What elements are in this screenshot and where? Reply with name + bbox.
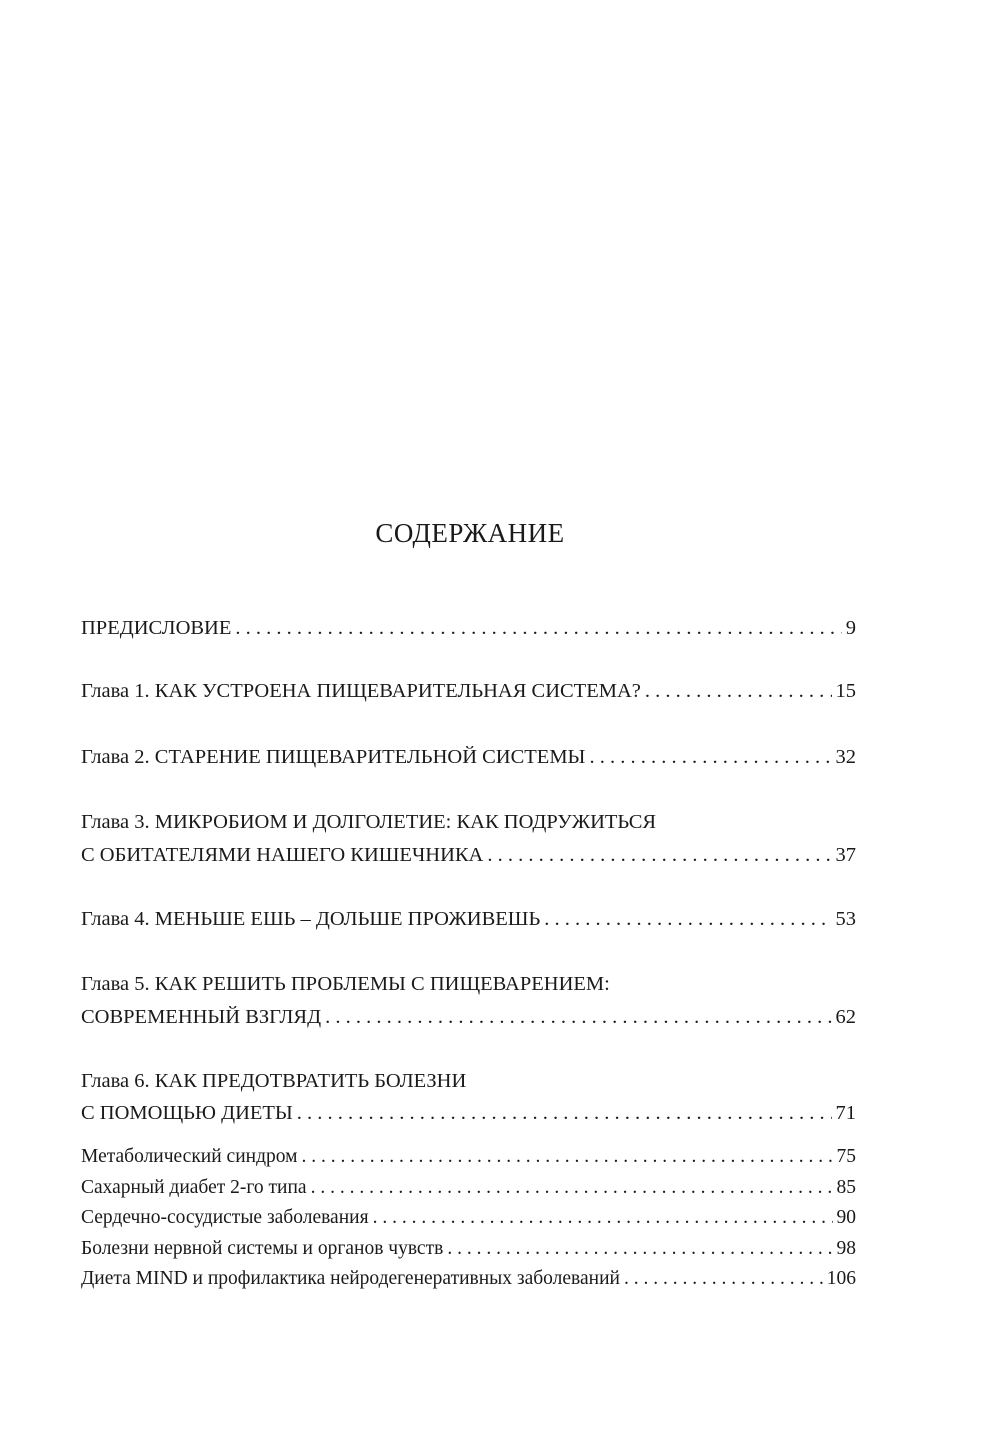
toc-entry-page: 37 bbox=[835, 844, 856, 866]
toc-entry-preface[interactable] bbox=[81, 617, 856, 645]
dot-leader bbox=[235, 617, 841, 640]
toc-subentry-label: Сердечно-сосудистые заболевания bbox=[81, 1207, 369, 1228]
toc-entry-page: 53 bbox=[835, 908, 856, 930]
toc-entry-chapter-6[interactable] bbox=[81, 1102, 856, 1130]
toc-subentry-page: 106 bbox=[826, 1268, 856, 1289]
toc-entry-chapter-1[interactable] bbox=[81, 680, 856, 708]
toc-subentry-page: 75 bbox=[836, 1146, 856, 1167]
dot-leader bbox=[544, 908, 831, 931]
toc-entry-label: ПРЕДИСЛОВИЕ bbox=[81, 617, 232, 639]
toc-entry-label: С ПОМОЩЬЮ ДИЕТЫ bbox=[81, 1102, 293, 1124]
toc-entry-page: 62 bbox=[835, 1006, 856, 1028]
toc-entry-label: С ОБИТАТЕЛЯМИ НАШЕГО КИШЕЧНИКА bbox=[81, 844, 484, 866]
toc-subentry-metabolic-syndrome[interactable] bbox=[81, 1146, 856, 1174]
toc-subentry-label: Диета MIND и профилактика нейродегенеративных заболеваний bbox=[81, 1268, 620, 1289]
toc-entry-chapter-5[interactable] bbox=[81, 1006, 856, 1034]
toc-subentry-mind-diet[interactable] bbox=[81, 1268, 856, 1296]
toc-subentry-page: 98 bbox=[836, 1238, 856, 1259]
dot-leader bbox=[487, 844, 831, 867]
dot-leader bbox=[311, 1177, 833, 1199]
toc-subentry-label: Метаболический синдром bbox=[81, 1146, 298, 1167]
toc-subentry-page: 85 bbox=[836, 1177, 856, 1198]
toc-entry-page: 9 bbox=[845, 617, 856, 639]
toc-subentry-cardiovascular[interactable] bbox=[81, 1207, 856, 1235]
toc-entry-chapter-3[interactable] bbox=[81, 844, 856, 872]
dot-leader bbox=[447, 1238, 832, 1260]
toc-subentry-page: 90 bbox=[836, 1207, 856, 1228]
dot-leader bbox=[624, 1268, 823, 1290]
dot-leader bbox=[301, 1146, 832, 1168]
toc-subentry-diabetes[interactable] bbox=[81, 1177, 856, 1205]
toc-subentry-label: Болезни нервной системы и органов чувств bbox=[81, 1238, 444, 1259]
toc-entry-page: 15 bbox=[835, 680, 856, 702]
toc-entry-page: 71 bbox=[835, 1102, 856, 1124]
page-title: СОДЕРЖАНИЕ bbox=[375, 518, 565, 548]
dot-leader bbox=[645, 680, 832, 703]
toc-entry-label: Глава 1. КАК УСТРОЕНА ПИЩЕВАРИТЕЛЬНАЯ СИСТЕМА? bbox=[81, 680, 641, 702]
dot-leader bbox=[373, 1207, 833, 1229]
toc-entry-chapter-2[interactable] bbox=[81, 746, 856, 774]
toc-subentry-label: Сахарный диабет 2-го типа bbox=[81, 1177, 307, 1198]
dot-leader bbox=[325, 1006, 831, 1029]
toc-entry-chapter-5-line1[interactable]: Глава 5. КАК РЕШИТЬ ПРОБЛЕМЫ С ПИЩЕВАРЕНИЕМ: bbox=[81, 973, 610, 995]
toc-entry-chapter-6-line1[interactable]: Глава 6. КАК ПРЕДОТВРАТИТЬ БОЛЕЗНИ bbox=[81, 1070, 467, 1092]
dot-leader bbox=[589, 746, 831, 769]
toc-entry-label: СОВРЕМЕННЫЙ ВЗГЛЯД bbox=[81, 1006, 322, 1028]
toc-entry-label: Глава 2. СТАРЕНИЕ ПИЩЕВАРИТЕЛЬНОЙ СИСТЕМЫ bbox=[81, 746, 586, 768]
toc-subentry-nervous-system[interactable] bbox=[81, 1238, 856, 1266]
dot-leader bbox=[297, 1102, 832, 1125]
toc-entry-chapter-3-line1[interactable]: Глава 3. МИКРОБИОМ И ДОЛГОЛЕТИЕ: КАК ПОДРУЖИТЬСЯ bbox=[81, 811, 657, 833]
toc-entry-label: Глава 4. МЕНЬШЕ ЕШЬ – ДОЛЬШЕ ПРОЖИВЕШЬ bbox=[81, 908, 541, 930]
toc-entry-chapter-4[interactable] bbox=[81, 908, 856, 936]
toc-entry-page: 32 bbox=[835, 746, 856, 768]
